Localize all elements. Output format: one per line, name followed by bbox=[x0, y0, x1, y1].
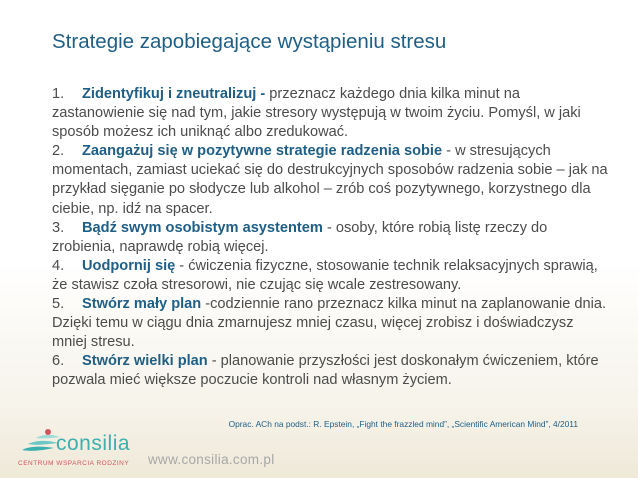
item-number: 2. bbox=[52, 143, 65, 160]
item-number: 1. bbox=[52, 86, 65, 102]
strategy-list bbox=[52, 85, 612, 391]
item-heading: Zaangażuj się w pozytywne strategie radzenia sobie bbox=[82, 143, 443, 160]
strategy-item bbox=[52, 295, 612, 352]
strategy-item bbox=[52, 142, 612, 218]
item-heading: Stwórz mały plan bbox=[82, 296, 202, 313]
logo-wordmark: consilia bbox=[56, 432, 131, 455]
item-heading: Zidentyfikuj i zneutralizuj - bbox=[82, 86, 266, 102]
item-number: 6. bbox=[52, 353, 65, 370]
item-heading: Uodpornij się bbox=[82, 257, 176, 274]
strategy-item bbox=[52, 85, 612, 142]
source-citation: Oprac. ACh na podst.: R. Epstein, „Fight the frazzled mind”, „Scientific American Mind”, 4/2011 bbox=[228, 419, 578, 429]
item-number: 4. bbox=[52, 257, 65, 274]
item-number: 3. bbox=[52, 219, 65, 236]
item-text: - osoby, które robią listę rzeczy do zrobienia, naprawdę robią więcej. bbox=[52, 219, 548, 255]
item-heading: Stwórz wielki plan bbox=[82, 353, 208, 370]
footer bbox=[0, 428, 638, 478]
website-link[interactable]: www.consilia.com.pl bbox=[148, 452, 275, 467]
slide-title: Strategie zapobiegające wystąpieniu stresu bbox=[52, 30, 447, 53]
strategy-item bbox=[52, 257, 612, 295]
item-heading: Bądź swym osobistym asystentem bbox=[82, 219, 323, 236]
logo-tagline: CENTRUM WSPARCIA RODZINY bbox=[18, 460, 130, 467]
strategy-item bbox=[52, 352, 612, 390]
item-number: 5. bbox=[52, 296, 65, 313]
strategy-item bbox=[52, 219, 612, 257]
item-text: -codziennie rano przeznacz kilka minut na zaplanowanie dnia. Dzięki temu w ciągu dnia zmarnujesz mniej czasu, więcej zrobisz i doświadczysz mniej stresu. bbox=[52, 296, 607, 351]
item-text: - w stresujących momentach, zamiast uciekać się do destrukcyjnych sposobów radzenia sobie – jak na przykład sięganie po słodycze lub alkohol – zrób coś pozytywnego, korzystnego dla ciebie, np. idź na spacer. bbox=[52, 143, 608, 217]
item-text: - planowanie przyszłości jest doskonałym ćwiczeniem, które pozwala mieć większe poczucie kontroli nad własnym życiem. bbox=[52, 353, 599, 389]
item-text: - ćwiczenia fizyczne, stosowanie technik relaksacyjnych sprawią, że stawisz czoła stresorowi, nie czując się wcale zestresowany. bbox=[52, 257, 598, 293]
item-text: przeznacz każdego dnia kilka minut na zastanowienie się nad tym, jakie stresory występują w twoim życiu. Pomyśl, w jaki sposób możesz ich uniknąć albo zredukować. bbox=[52, 86, 581, 141]
